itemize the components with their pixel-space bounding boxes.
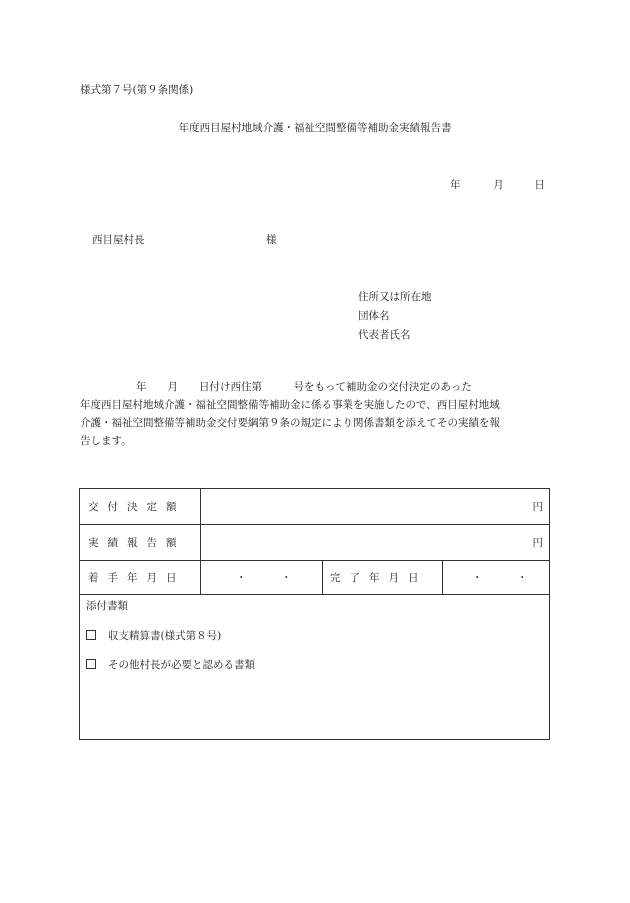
attachment-item-1: 収支精算書(様式第８号) [86,628,221,643]
checkbox-icon[interactable] [86,659,96,669]
applicant-block [358,288,432,345]
checkbox-icon[interactable] [86,630,96,640]
divider [442,561,443,594]
complete-date-dot-1: ・ [472,572,483,584]
attachment-item-2: その他村長が必要と認める書類 [86,657,255,672]
grant-decision-row [80,489,549,525]
grant-decision-label: 交付決定額 [80,489,201,524]
body-line-2: 年度西目屋村地域介護・福祉空間整備等補助金に係る事業を実施したので、西目屋村地域 [80,399,500,411]
date-year: 年 [450,179,461,191]
date-day: 日 [534,179,545,191]
complete-date-dot-2: ・ [517,572,528,584]
start-date-dot-1: ・ [236,572,247,584]
applicant-organization-label: 団体名 [358,310,390,322]
body-text [80,378,556,450]
applicant-address-label: 住所又は所在地 [358,291,432,303]
form-number: 様式第７号(第９条関係) [80,84,194,96]
start-date-label: 着手年月日 [80,561,201,594]
dates-row [80,561,549,595]
report-amount-label: 実績報告額 [80,525,201,560]
date-month: 月 [493,179,504,191]
report-amount-value[interactable] [201,525,549,560]
addressee-name: 西目屋村長 [92,234,145,246]
body-line-3: 介護・福祉空間整備等補助金交付要綱第９条の規定により関係書類を添えてその実績を報 [80,417,500,429]
document-title: 年度西目屋村地域介護・福祉空間整備等補助金実績報告書 [178,122,452,134]
body-line-1: 年 月 日付け西住第 号をもって補助金の交付決定のあった [136,381,472,393]
currency-unit: 円 [532,537,543,549]
complete-date-label: 完了年月日 [330,572,428,584]
currency-unit: 円 [532,501,543,513]
body-line-4: 告します。 [80,435,132,447]
date-line [450,177,545,192]
start-date-dot-2: ・ [281,572,292,584]
divider [322,561,323,594]
report-table [79,488,550,740]
applicant-representative-label: 代表者氏名 [358,329,411,341]
grant-decision-amount[interactable] [201,489,549,524]
attachments-label: 添付書類 [86,600,128,612]
report-amount-row [80,525,549,561]
addressee-honorific: 様 [266,234,277,246]
